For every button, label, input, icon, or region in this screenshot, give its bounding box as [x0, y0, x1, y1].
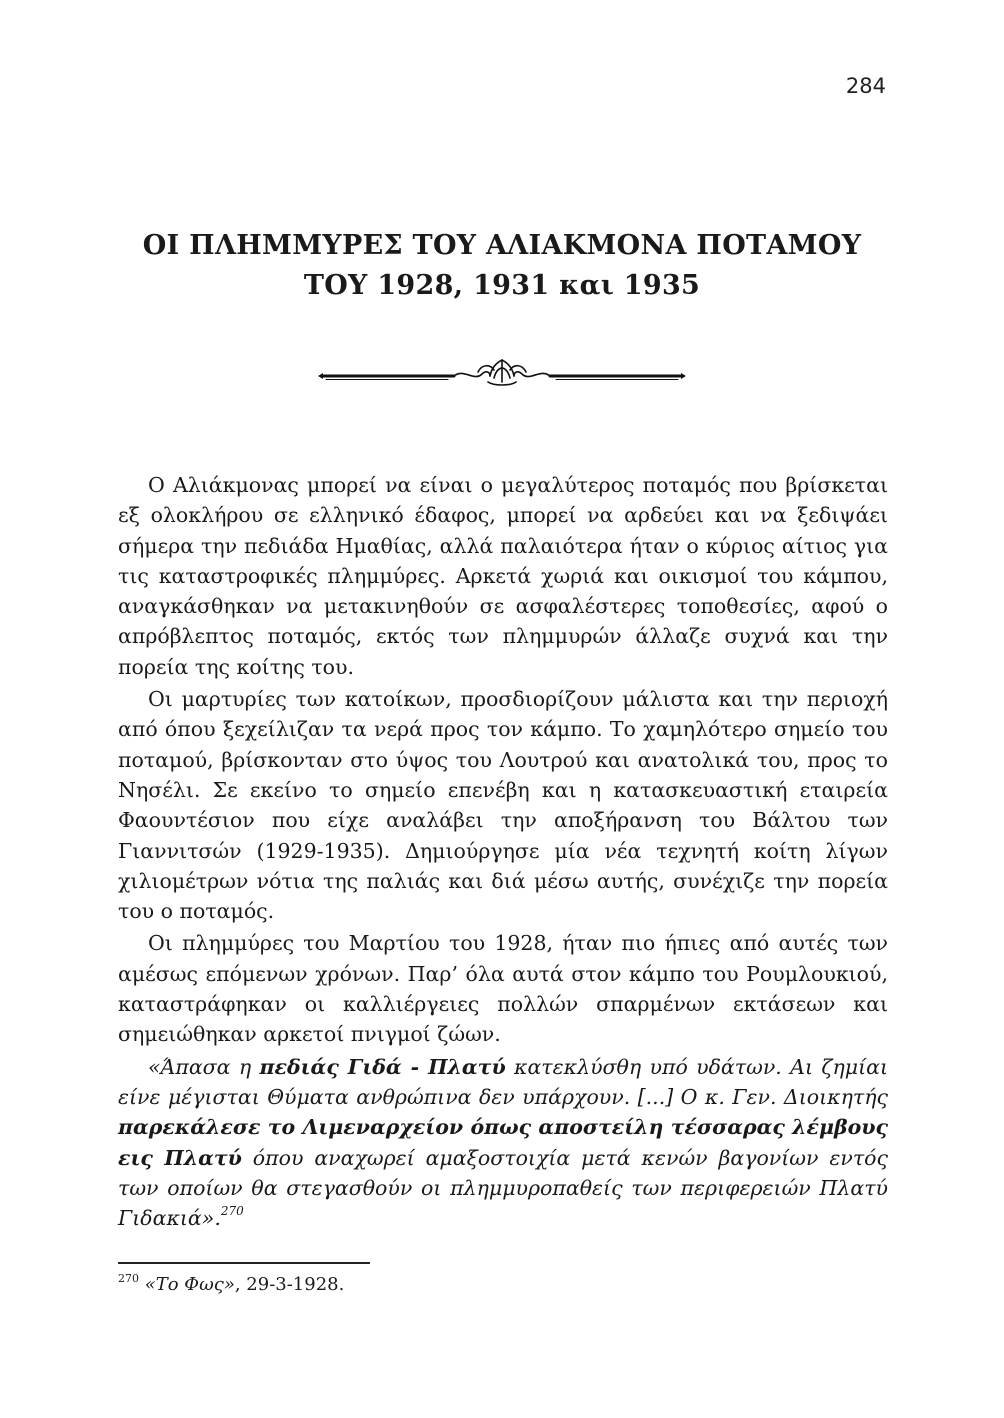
quote-bold-2: παρεκάλεσε το Λιμεναρχείον όπως αποστείλη τέσσαρας λέμβους εις Πλατύ	[118, 1115, 888, 1170]
newspaper-quote	[118, 1052, 888, 1234]
chapter-title-line-1: ΟΙ ΠΛΗΜΜΥΡΕΣ ΤΟΥ ΑΛΙΑΚΜΟΝΑ ΠΟΤΑΜΟΥ	[142, 230, 862, 261]
quote-text-3: όπου αναχωρεί αμαξοστοιχία μετά κενών βαγονίων εντός των οποίων θα στεγασθούν οι πλημμυροπαθείς των περιφερειών Πλατύ Γιδακιά».	[118, 1145, 888, 1231]
chapter-title-line-2: ΤΟΥ 1928, 1931 και 1935	[303, 270, 701, 301]
footnote-divider	[118, 1262, 370, 1264]
quote-text-2: κατεκλύσθη υπό υδάτων. Αι ζημίαι είνε μέγισται Θύματα ανθρώπινα δεν υπάρχουν. [...] Ο κ. Γεν. Διοικητής	[118, 1054, 888, 1109]
footnote-reference: 270	[220, 1204, 244, 1219]
ornament-divider-icon	[318, 356, 686, 396]
body-text	[118, 470, 888, 1235]
quote-bold-1: πεδιάς Γιδά - Πλατύ	[259, 1054, 506, 1079]
quote-text-1: «Άπασα η	[148, 1054, 260, 1079]
chapter-title	[100, 226, 904, 306]
paragraph-1: Ο Αλιάκμονας μπορεί να είναι ο μεγαλύτερος ποταμός που βρίσκεται εξ ολοκλήρου σε ελληνικό έδαφος, μπορεί να αρδεύει και να ξεδιψάει σήμερα την πεδιάδα Ημαθίας, αλλά παλαιότερα ήταν ο κύριος αίτιος για τις καταστροφικές πλημμύρες. Αρκετά χωριά και οικισμοί του κάμπου, αναγκάσθηκαν να μετακινηθούν σε ασφαλέστερες τοποθεσίες, αφού ο απρόβλεπτος ποταμός, εκτός των πλημμυρών άλλαζε συχνά και την πορεία της κοίτης του.	[118, 473, 888, 679]
footnote-number: 270	[118, 1272, 139, 1285]
footnote	[118, 1273, 344, 1297]
footnote-source: «Το Φως»	[144, 1274, 235, 1295]
footnote-date: , 29-3-1928.	[234, 1274, 345, 1295]
paragraph-2: Οι μαρτυρίες των κατοίκων, προσδιορίζουν μάλιστα και την περιοχή από όπου ξεχείλιζαν τα νερά προς τον κάμπο. Το χαμηλότερο σημείο του ποταμού, βρίσκονταν στο ύψος του Λουτρού και ανατολικά του, προς το Νησέλι. Σε εκείνο το σημείο επενέβη και η κατασκευαστική εταιρεία Φαουντέσιον που είχε αναλάβει την αποξήρανση του Βάλτου των Γιαννιτσών (1929-1935). Δημιούργησε μία νέα τεχνητή κοίτη λίγων χιλιομέτρων νότια της παλιάς και διά μέσω αυτής, συνέχιζε την πορεία του ο ποταμός.	[118, 687, 888, 924]
page-number: 284	[845, 74, 886, 98]
paragraph-3: Οι πλημμύρες του Μαρτίου του 1928, ήταν πιο ήπιες από αυτές των αμέσως επόμενων χρόνων. Παρ’ όλα αυτά στον κάμπο του Ρουμλουκιού, καταστράφηκαν οι καλλιέργειες πολλών σπαρμένων εκτάσεων και σημειώθηκαν αρκετοί πνιγμοί ζώων.	[118, 931, 888, 1047]
